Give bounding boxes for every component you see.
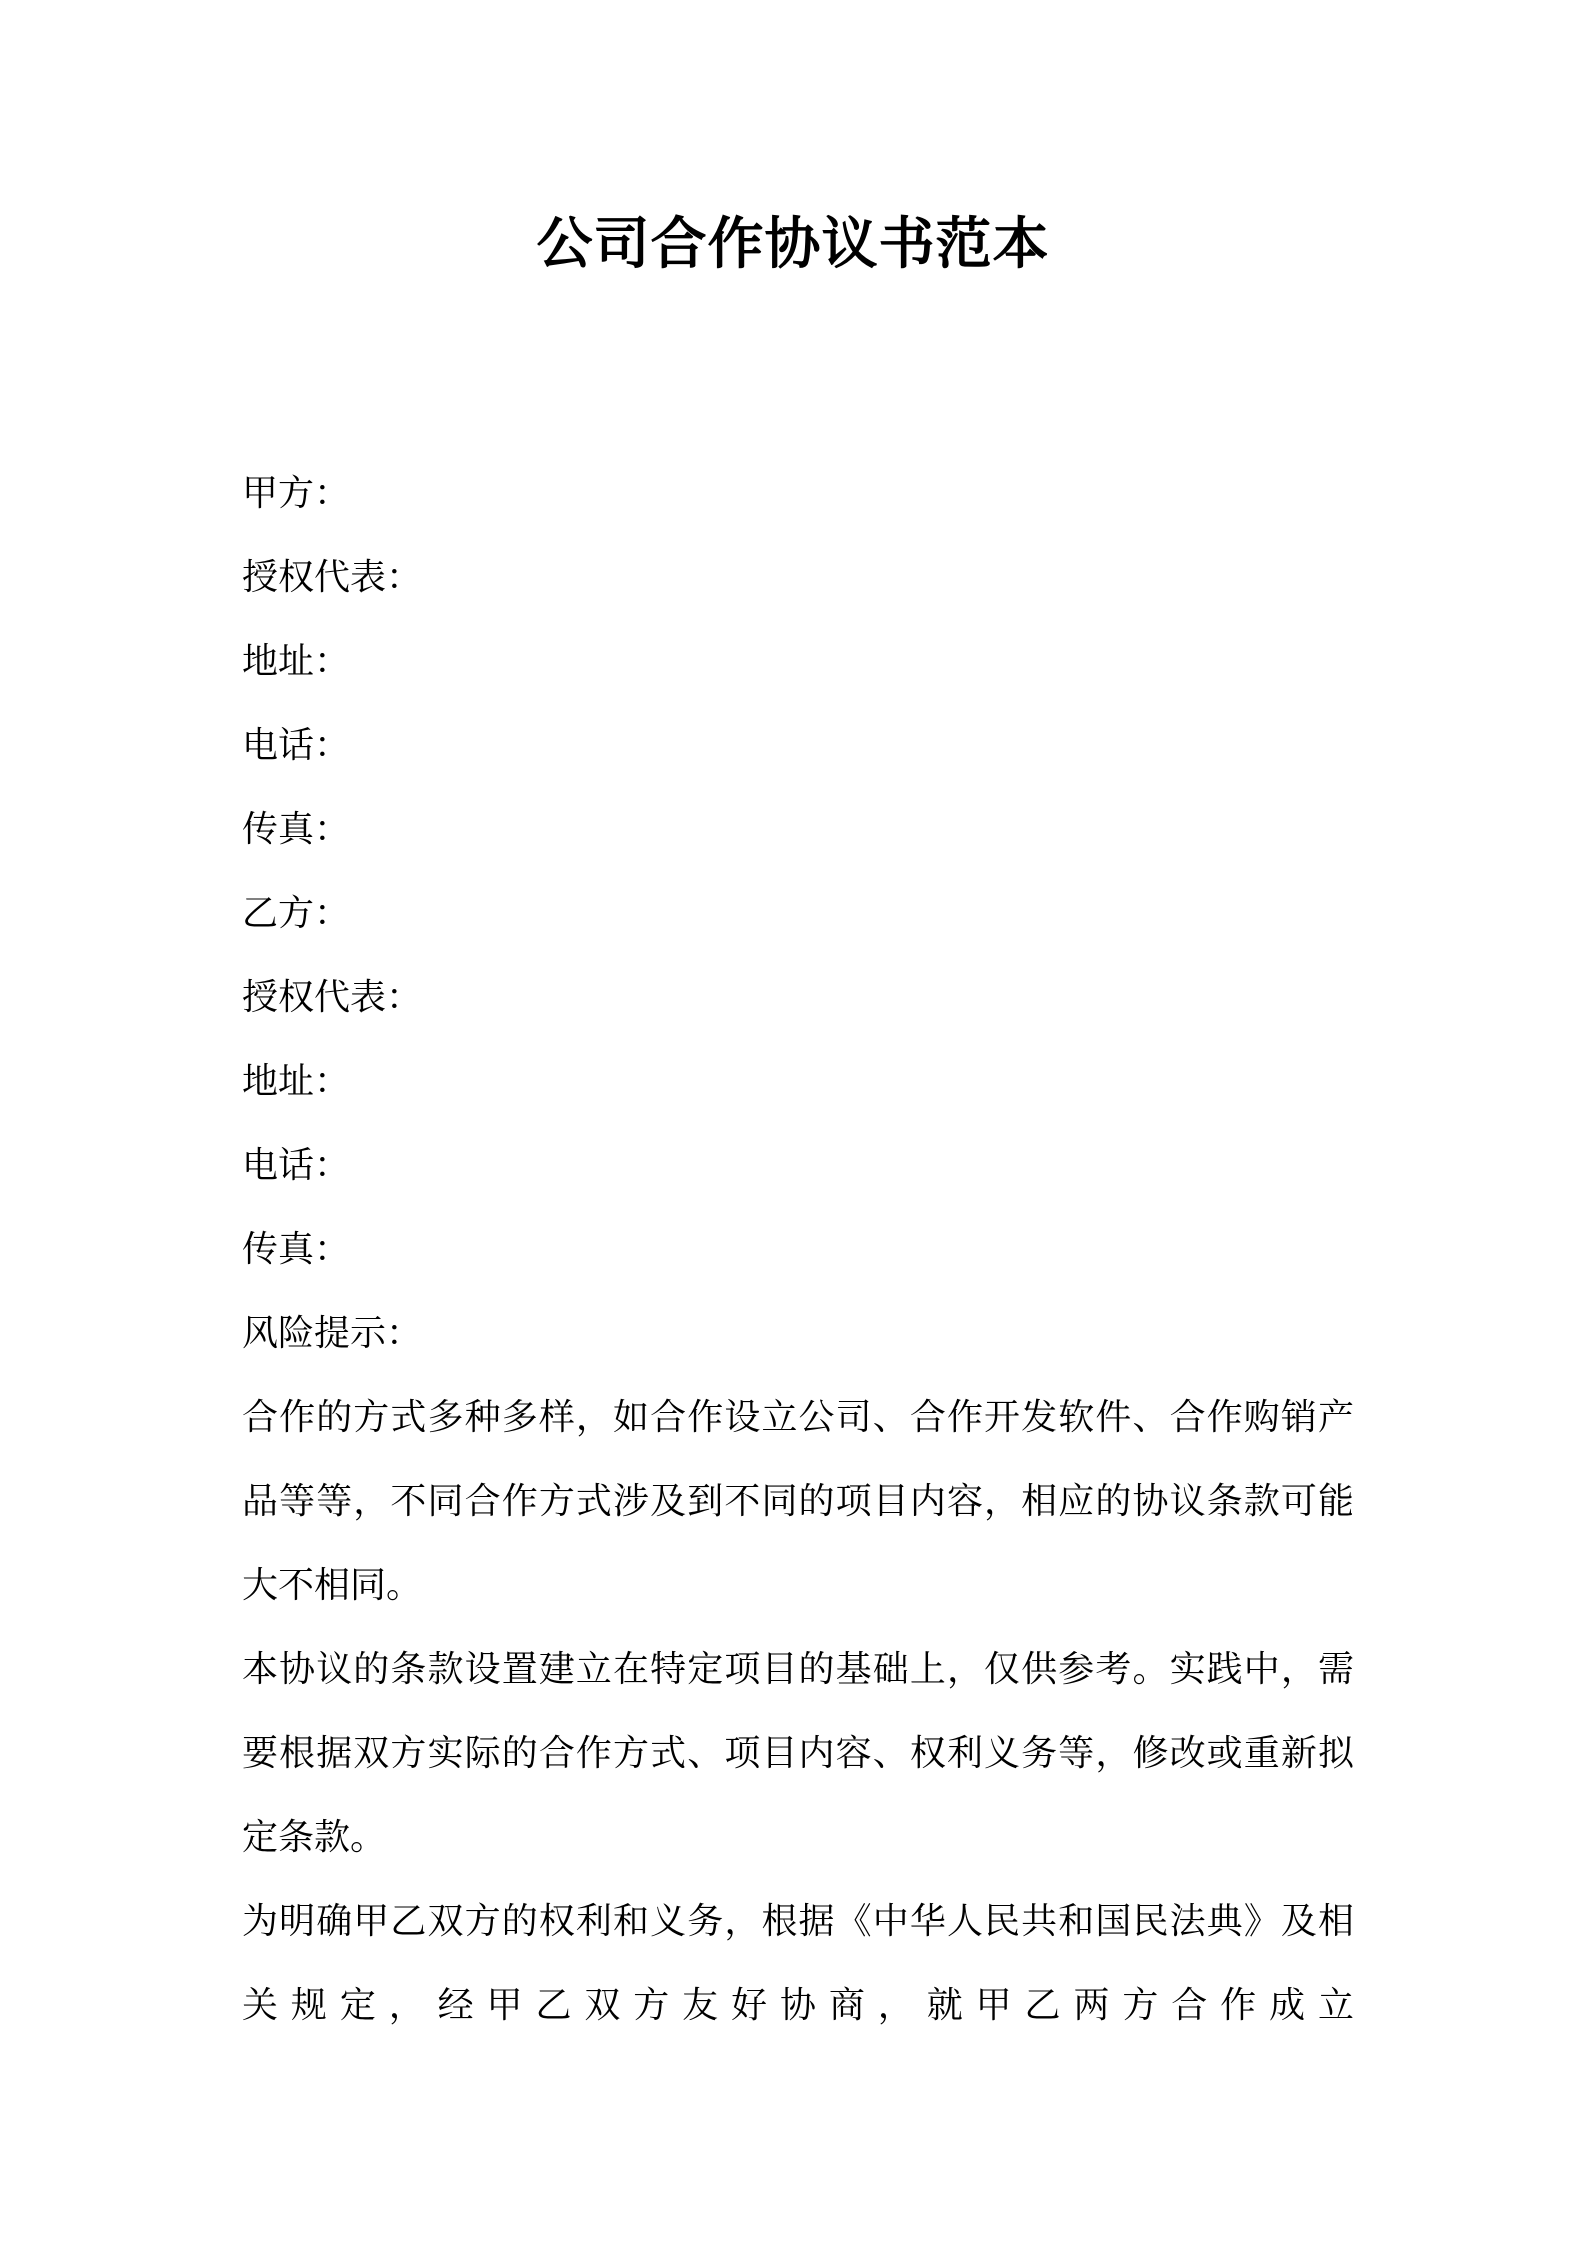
risk-notice-label: 风险提示： [242, 1313, 423, 1354]
party-b-label: 乙方： [242, 893, 351, 934]
party-b-address-label: 地址： [242, 1061, 351, 1102]
preamble-paragraph: 为明确甲乙双方的权利和义务，根据《中华人民共和国民法典》及相关规定，经甲乙双方友好协商，就甲乙两方合作成立 [242, 1901, 1354, 2026]
party-a-address-label: 地址： [242, 641, 351, 682]
risk-paragraph-2: 本协议的条款设置建立在特定项目的基础上，仅供参考。实践中，需要根据双方实际的合作方式、项目内容、权利义务等，修改或重新拟定条款。 [242, 1649, 1354, 1858]
document-body [242, 452, 1354, 2048]
risk-paragraph-1: 合作的方式多种多样，如合作设立公司、合作开发软件、合作购销产品等等，不同合作方式涉及到不同的项目内容，相应的协议条款可能大不相同。 [242, 1397, 1354, 1606]
party-b-representative-label: 授权代表： [242, 977, 423, 1018]
party-a-phone-label: 电话： [242, 725, 351, 766]
party-a-fax-label: 传真： [242, 809, 351, 850]
party-a-representative-label: 授权代表： [242, 557, 423, 598]
document-title: 公司合作协议书范本 [536, 212, 1050, 277]
party-b-phone-label: 电话： [242, 1145, 351, 1186]
party-b-fax-label: 传真： [242, 1229, 351, 1270]
party-a-label: 甲方： [242, 473, 351, 514]
